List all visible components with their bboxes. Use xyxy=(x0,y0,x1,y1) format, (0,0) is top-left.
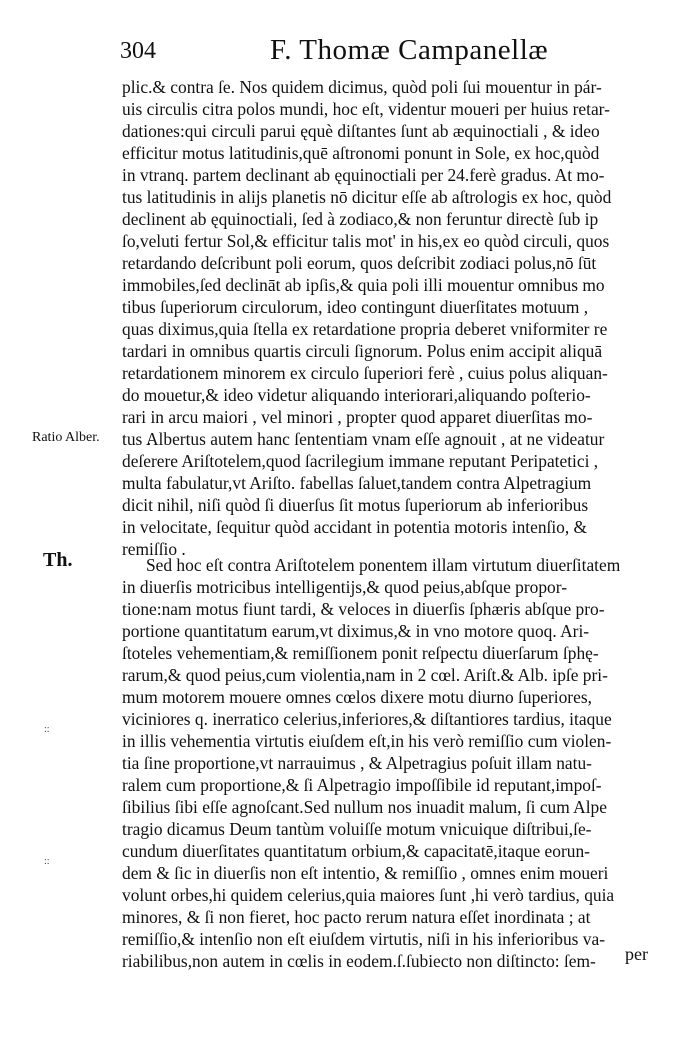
text-line: uis circulis citra polos mundi, hoc eſt, videntur moueri per huius retar- xyxy=(122,99,610,119)
text-line: ſibilius ſibi eſſe agnoſcant.Sed nullum nos inuadit malum, ſi cum Alpe xyxy=(122,797,607,817)
text-line: declinent ab ęquinoctiali, ſed à zodiaco,& non feruntur directè ſub ip xyxy=(122,209,599,229)
text-line: riabilibus,non autem in cœlis in eodem.ſ.ſubiecto non diſtincto: ſem- xyxy=(122,951,596,971)
text-line: Sed hoc eſt contra Ariſtotelem ponentem illam virtutum diuerſitatem xyxy=(146,555,621,575)
margin-mark: :: xyxy=(44,724,50,735)
text-line: volunt orbes,hi quidem celerius,quia maiores ſunt ,hi verò tardius, quia xyxy=(122,885,615,905)
text-line: in vtranq. partem declinant ab ęquinoctiali per 24.ferè gradus. At mo- xyxy=(122,165,605,185)
text-line: tragio dicamus Deum tantùm voluiſſe motum vnicuique diſtribui,ſe- xyxy=(122,819,592,839)
text-line: rarum,& quod peius,cum violentia,nam in 2 cœl. Ariſt.& Alb. ipſe pri- xyxy=(122,665,608,685)
text-line: ralem cum proportione,& ſi Alpetragio impoſſibile id reputant,impoſ- xyxy=(122,775,602,795)
text-line: immobiles,ſed declināt ab ipſis,& quia poli illi mouentur omnibus mo xyxy=(122,275,605,295)
text-line: multa fabulatur,vt Ariſto. fabellas ſaluet,tandem contra Alpetragium xyxy=(122,473,592,493)
text-line: remiſſio,& intenſio non eſt eiuſdem virtutis, niſi in his inferioribus va- xyxy=(122,929,606,949)
text-line: mum motorem mouere omnes cœlos dixere motu diurno ſuperiores, xyxy=(122,687,592,707)
text-line: remiſſio . xyxy=(122,539,186,559)
text-line: quas diximus,quia ſtella ex retardatione propria deberet vniformiter re xyxy=(122,319,608,339)
running-title: F. Thomæ Campanellæ xyxy=(270,34,549,66)
text-line: cundum diuerſitates quantitatum orbium,& capacitatē,itaque eorun- xyxy=(122,841,590,861)
text-line: retardationem minorem ex circulo ſuperiori ferè , cuius polus aliquan- xyxy=(122,363,608,383)
text-line: viciniores q. inerratico celerius,inferiores,& diſtantiores tardius, itaque xyxy=(122,709,612,729)
catchword: per xyxy=(625,944,648,964)
text-line: in velocitate, ſequitur quòd accidant in potentia motoris intenſio, & xyxy=(122,517,588,537)
text-line: portione quantitatum earum,vt diximus,& in vno motore quoq. Ari- xyxy=(122,621,590,641)
text-line: Albertus autem hanc ſententiam vnam eſſe agnouit , at ne videatur xyxy=(146,429,605,449)
text-line: dationes:qui circuli parui ęquè diſtantes ſunt ab æquinoctiali , & ideo xyxy=(122,121,600,141)
text-line: dicit nihil, niſi quòd ſi diuerſus ſit motus ſuperiorum ab inferioribus xyxy=(122,495,589,515)
text-line: tia ſine proportione,vt narrauimus , & Alpetragius poſuit illam natu- xyxy=(122,753,592,773)
text-line: in illis vehementia virtutis eiuſdem eſt,in his verò remiſſio cum violen- xyxy=(122,731,612,751)
text-line: rari in arcu maiori , vel minori , propter quod apparet diuerſitas mo- xyxy=(122,407,593,427)
text-line: ſtoteles vehementiam,& remiſſionem ponit reſpectu diuerſarum ſphę- xyxy=(122,643,599,663)
page-header xyxy=(120,34,680,74)
text-line: ſo,veluti fertur Sol,& efficitur talis mot' in his,ex eo quòd circuli, quos xyxy=(122,231,610,251)
page-number: 304 xyxy=(120,38,156,64)
text-line: tione:nam motus fiunt tardi, & veloces in diuerſis ſphæris abſque pro- xyxy=(122,599,605,619)
text-line: plic.& contra ſe. Nos quidem dicimus, quòd poli ſui mouentur in pár- xyxy=(122,77,602,97)
text-line: deſerere Ariſtotelem,quod ſacrilegium immane reputant Peripatetici , xyxy=(122,451,599,471)
text-line: do mouetur,& ideo videtur aliquando interiorari,aliquando poſterio- xyxy=(122,385,591,405)
text-line: dem & ſic in diuerſis non eſt intentio, & remiſſio , omnes enim moueri xyxy=(122,863,609,883)
text-line: in diuerſis motricibus intelligentijs,& quod peius,abſque propor- xyxy=(122,577,567,597)
text-line: tus latitudinis in alijs planetis nō dicitur eſſe ab aſtrologis ex hoc, quòd xyxy=(122,187,612,207)
margin-mark: :: xyxy=(44,856,50,867)
text-line: retardando deſcribunt poli eorum, quos deſcribit zodiaci polus,nō ſūt xyxy=(122,253,597,273)
margin-note-ratio: Ratio Alber. xyxy=(32,430,100,445)
text-line: minores, & ſi non fieret, hoc pacto rerum natura eſſet inordinata ; at xyxy=(122,907,591,927)
margin-label-th: Th. xyxy=(43,549,73,571)
text-line: efficitur motus latitudinis,quē aſtronomi ponunt in Sole, ex hoc,quòd xyxy=(122,143,600,163)
text-line: tus . xyxy=(122,429,151,449)
text-line: tibus ſuperiorum circulorum, ideo contingunt diuerſitates motuum , xyxy=(122,297,589,317)
text-line: tardari in omnibus quartis circuli ſignorum. Polus enim accipit aliquā xyxy=(122,341,603,361)
